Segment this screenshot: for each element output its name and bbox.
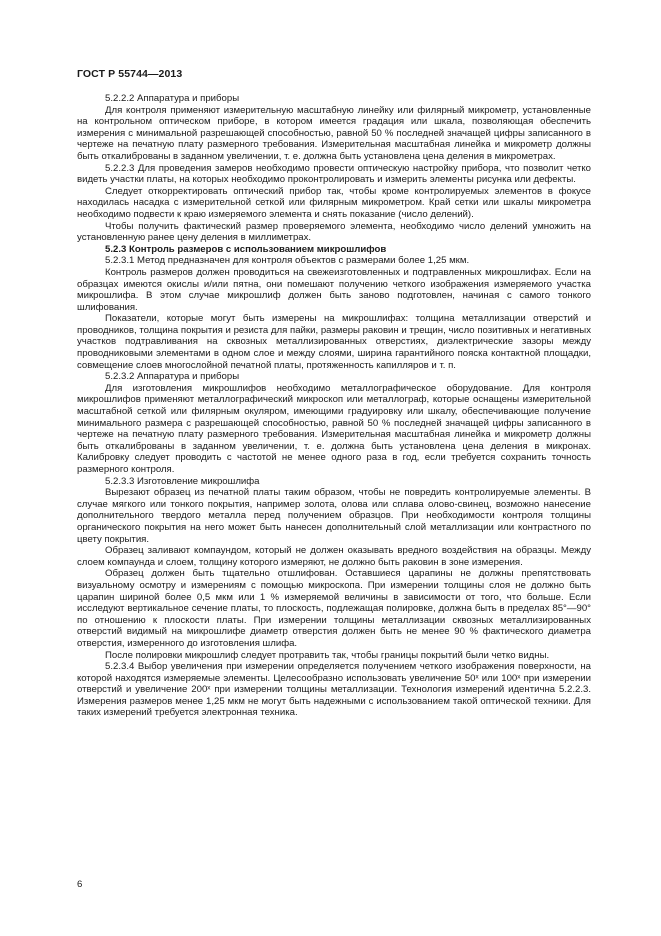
paragraph: Для контроля применяют измерительную масштабную линейку или филярный микрометр, установленные на контрольном оптическом приборе, в котором имеется градация или шкала, позволяющая обеспечить измерения с минимальной разрешающей способностью, равной 50 % последней значащей цифры записанного в чертеже на печатную плату размерного требования. Измерительная масштабная линейка и микрометр должны быть откалиброваны в заданном увеличении, т. е. должна быть установлена цена деления в микрометрах.: [77, 104, 591, 162]
paragraph: 5.2.2.3 Для проведения замеров необходимо провести оптическую настройку прибора, что позволит четко видеть участки платы, на которых необходимо проконтролировать и измерить элементы рисунка или дефекты.: [77, 162, 591, 186]
page-number: 6: [77, 879, 83, 890]
paragraph: Для изготовления микрошлифов необходимо металлографическое оборудование. Для контроля микрошлифов применяют металлографический микроскоп или металлограф, которые оснащены измерительной масштабной сеткой или филярным окуляром, имеющими градуировку или шкалу, обеспечивающие получение минимального размера с разрешающей способностью, равной 50 % последней значащей цифры записанного в чертеже на печатную плату размерного требования. Измерительная масштабная линейка и микрометр должны быть откалиброваны в заданном увеличении, т. е. должна быть установлена цена деления в микронах. Калибровку следует проводить с частотой не менее одного раза в год, если требуется сохранить точность размерного контроля.: [77, 382, 591, 475]
paragraph: Образец должен быть тщательно отшлифован. Оставшиеся царапины не должны препятствовать визуальному осмотру и измерениям с помощью микроскопа. При измерении толщины слоя не должно быть царапин шириной более 0,5 мкм или 1 % измеряемой величины в зависимости от того, что больше. Если исследуют вертикальное сечение платы, то плоскость, подлежащая полировке, должна быть в пределах 85°—90° по отношению к плоскости платы. При измерении толщины металлизации сквозных металлизированных отверстий видимый на микрошлифе диаметр отверстия должен быть не менее 90 % фактического диаметра отверстия, измеренного до изготовления шлифа.: [77, 568, 591, 649]
paragraph: Контроль размеров должен проводиться на свежеизготовленных и подтравленных микрошлифах. Если на образцах имеются окислы и/или пятна, они помешают получению четкого изображения измеряемого участка микрошлифа. В этом случае микрошлиф должен быть заново подготовлен, начиная с самого тонкого шлифования.: [77, 266, 591, 313]
document-body: [77, 93, 591, 719]
section-heading-5-2-3: 5.2.3 Контроль размеров с использованием микрошлифов: [105, 243, 387, 255]
subsection-heading-5-2-3-2: 5.2.3.2 Аппаратура и приборы: [105, 371, 240, 383]
paragraph: 5.2.3.4 Выбор увеличения при измерении определяется получением четкого изображения поверхности, на которой находятся измеряемые элементы. Целесообразно использовать увеличение 50ˣ или 100ˣ при измерении отверстий и увеличение 200ˣ при измерении толщины металлизации. Технология измерений идентична 5.2.2.3. Измерения размеров менее 1,25 мкм не могут быть надежными с использованием такой оптической техники. Для таких измерений требуется электронная техника.: [77, 661, 591, 719]
paragraph: Вырезают образец из печатной платы таким образом, чтобы не повредить контролируемые элементы. В случае мягкого или тонкого покрытия, например золота, олова или сплава олово-свинец, возможно нанесение дополнительного твердого металла перед получением образцов. При необходимости контроля толщины органического покрытия на него может быть нанесен дополнительный слой металлизации или контрастного по цвету покрытия.: [77, 487, 591, 545]
subsection-heading-5-2-2-2: 5.2.2.2 Аппаратура и приборы: [105, 93, 240, 104]
paragraph: 5.2.3.1 Метод предназначен для контроля объектов с размерами более 1,25 мкм.: [105, 255, 470, 267]
document-standard-number: ГОСТ Р 55744—2013: [77, 68, 183, 80]
paragraph: После полировки микрошлиф следует протравить так, чтобы границы покрытий были четко видны.: [105, 649, 550, 661]
paragraph: Показатели, которые могут быть измерены на микрошлифах: толщина металлизации отверстий и проводников, толщина покрытия и резиста для пайки, размеры раковин и трещин, число позитивных и негативных участков подтравливания на сквозных металлизированных отверстиях, диэлектрические зазоры между проводниковыми элементами в одном слое и между слоями, ширина гарантийного пояска контактной площадки, совмещение слоев многослойной печатной платы, протяженность капилляров и т. п.: [77, 313, 591, 371]
paragraph: Следует откорректировать оптический прибор так, чтобы кроме контролируемых элементов в фокусе находилась насадка с измерительной сеткой или филярным микрометром. Край сетки или шкалы микрометра необходимо подвести к краю измеряемого элемента и снять показание (число делений).: [77, 185, 591, 220]
paragraph: Чтобы получить фактический размер проверяемого элемента, необходимо число делений умножить на установленную ранее цену деления в миллиметрах.: [77, 220, 591, 244]
paragraph: Образец заливают компаундом, который не должен оказывать вредного воздействия на образцы. Между слоем компаунда и слоем, толщину которого измеряют, не должно быть раковин в зоне измерения.: [77, 545, 591, 568]
subsection-heading-5-2-3-3: 5.2.3.3 Изготовление микрошлифа: [105, 475, 260, 487]
